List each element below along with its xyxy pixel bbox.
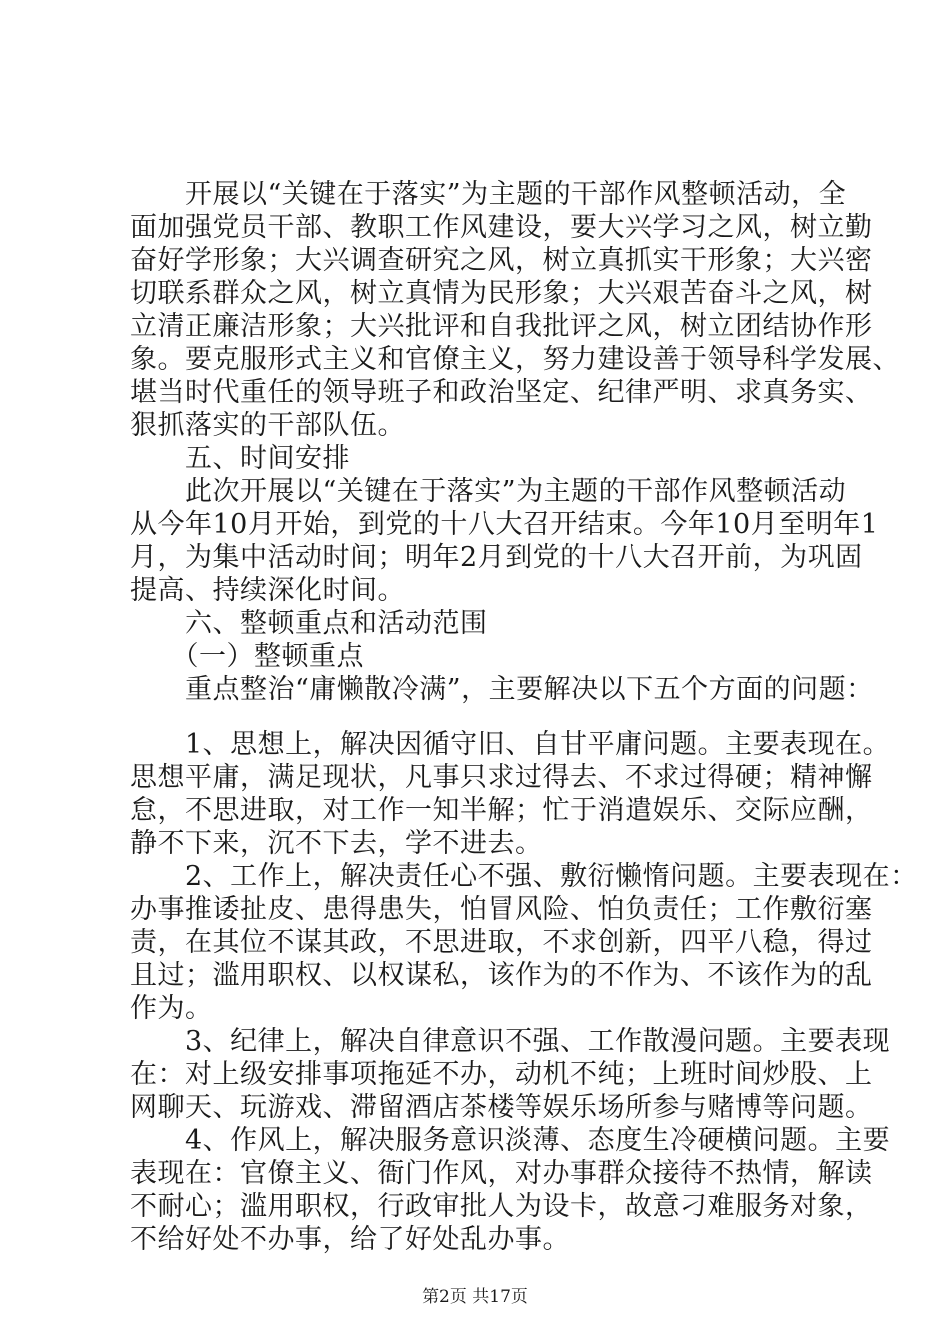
paragraph-line: 提高、持续深化时间。 [130, 575, 405, 606]
paragraph-line: 此次开展以“关键在于落实”为主题的干部作风整顿活动 [130, 476, 847, 507]
paragraph-line: 从今年10月开始，到党的十八大召开结束。今年10月至明年1 [130, 509, 879, 540]
paragraph-line: 切联系群众之风，树立真情为民形象；大兴艰苦奋斗之风，树 [130, 278, 873, 309]
paragraph-line: 奋好学形象；大兴调查研究之风，树立真抓实干形象；大兴密 [130, 245, 873, 276]
paragraph-line: 不耐心；滥用职权，行政审批人为设卡，故意刁难服务对象， [130, 1191, 873, 1222]
paragraph-line: 怠，不思进取，对工作一知半解；忙于消遣娱乐、交际应酬， [130, 795, 873, 826]
paragraph-line: 责，在其位不谋其政，不思进取，不求创新，四平八稳，得过 [130, 927, 873, 958]
paragraph-line: 3、纪律上，解决自律意识不强、工作散漫问题。主要表现 [130, 1026, 891, 1057]
paragraph-line: 立清正廉洁形象；大兴批评和自我批评之风，树立团结协作形 [130, 311, 873, 342]
paragraph-line: 不给好处不办事，给了好处乱办事。 [130, 1224, 570, 1255]
paragraph-line: 作为。 [130, 993, 213, 1024]
paragraph-line: 表现在：官僚主义、衙门作风，对办事群众接待不热情，解读 [130, 1158, 873, 1189]
subsection-heading: （一）整顿重点 [130, 641, 364, 672]
paragraph-line: 月，为集中活动时间；明年2月到党的十八大召开前，为巩固 [130, 542, 863, 573]
section-heading: 五、时间安排 [130, 443, 350, 474]
paragraph-line: 办事推诿扯皮、患得患失，怕冒风险、怕负责任；工作敷衍塞 [130, 894, 873, 925]
paragraph-line: 静不下来，沉不下去，学不进去。 [130, 828, 543, 859]
paragraph-line: 思想平庸，满足现状，凡事只求过得去、不求过得硬；精神懈 [130, 762, 873, 793]
paragraph-line: 面加强党员干部、教职工作风建设，要大兴学习之风，树立勤 [130, 212, 873, 243]
paragraph-line: 网聊天、玩游戏、滞留酒店茶楼等娱乐场所参与赌博等问题。 [130, 1092, 873, 1123]
paragraph-line: 狠抓落实的干部队伍。 [130, 410, 405, 441]
paragraph-line: 重点整治“庸懒散冷满”，主要解决以下五个方面的问题： [130, 674, 874, 705]
paragraph-line: 1、思想上，解决因循守旧、自甘平庸问题。主要表现在。 [130, 729, 891, 760]
page-number-footer: 第2页 共17页 [422, 1287, 528, 1307]
paragraph-line: 在：对上级安排事项拖延不办，动机不纯；上班时间炒股、上 [130, 1059, 873, 1090]
paragraph-line: 开展以“关键在于落实”为主题的干部作风整顿活动，全 [130, 179, 847, 210]
section-heading: 六、整顿重点和活动范围 [130, 608, 488, 639]
paragraph-line: 象。要克服形式主义和官僚主义，努力建设善于领导科学发展、 [130, 344, 900, 375]
paragraph-line: 且过；滥用职权、以权谋私，该作为的不作为、不该作为的乱 [130, 960, 873, 991]
paragraph-line: 4、作风上，解决服务意识淡薄、态度生冷硬横问题。主要 [130, 1125, 891, 1156]
paragraph-line: 2、工作上，解决责任心不强、敷衍懒惰问题。主要表现在： [130, 861, 918, 892]
paragraph-line: 堪当时代重任的领导班子和政治坚定、纪律严明、求真务实、 [130, 377, 873, 408]
